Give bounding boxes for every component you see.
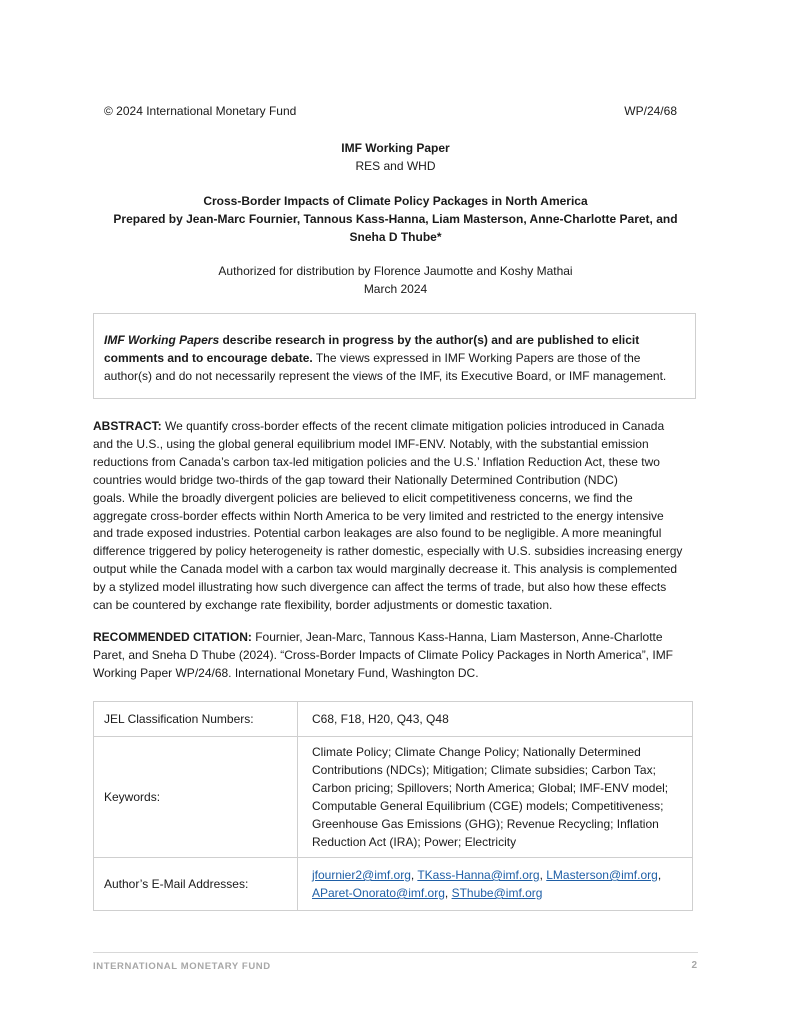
email-link-masterson[interactable]: LMasterson@imf.org [546, 868, 658, 882]
keywords-label: Keywords: [94, 737, 298, 858]
series-title: IMF Working Paper [341, 141, 450, 155]
disclaimer-line-3: author(s) and do not necessarily represent the views of the IMF, its Executive Board, or IMF management. [104, 369, 667, 383]
email-link-kass-hanna[interactable]: TKass-Hanna@imf.org [417, 868, 540, 882]
disclaimer-bold-1: describe research in progress by the author(s) and are published to elicit [219, 333, 640, 347]
table-row [94, 858, 693, 911]
disclaimer-series-name: IMF Working Papers [104, 333, 220, 347]
footer-organization: INTERNATIONAL MONETARY FUND [93, 961, 271, 972]
recommended-citation [93, 629, 699, 683]
publication-date: March 2024 [363, 282, 428, 296]
authors-line-2: Sneha D Thube* [349, 230, 442, 244]
emails-label: Author’s E-Mail Addresses: [94, 858, 298, 911]
disclaimer-text-2: The views expressed in IMF Working Papers are those of the [312, 351, 641, 365]
email-link-fournier[interactable]: jfournier2@imf.org [312, 868, 411, 882]
email-addresses: jfournier2@imf.org, TKass-Hanna@imf.org, LMasterson@imf.org, AParet-Onorato@imf.org, SThube@imf.org [298, 858, 693, 911]
abstract-line: ABSTRACT: We quantify cross-border effects of the recent climate mitigation policies introduced in Canada [93, 419, 665, 433]
header-line [104, 104, 677, 119]
abstract-line: difference triggered by policy heterogeneity is rather domestic, especially with U.S. subsidies increasing energy [93, 544, 683, 559]
authors-line-1: Prepared by Jean-Marc Fournier, Tannous Kass-Hanna, Liam Masterson, Anne-Charlotte Paret, and [113, 212, 678, 226]
abstract-line: can be countered by exchange rate flexibility, border adjustments or domestic taxation. [93, 598, 553, 613]
abstract-line: countries would bridge two-thirds of the gap toward their Nationally Determined Contribution (NDC) [93, 472, 618, 487]
jel-label: JEL Classification Numbers: [94, 702, 298, 737]
disclaimer-line-2 [104, 349, 685, 367]
authorized-by: Authorized for distribution by Florence Jaumotte and Koshy Mathai [218, 264, 573, 278]
disclaimer-bold-2: comments and to encourage debate. [104, 351, 313, 365]
abstract-line: aggregate cross-border effects within North America to be very limited and restricted to the energy intensive [93, 508, 664, 523]
jel-codes: C68, F18, H20, Q43, Q48 [298, 702, 693, 737]
disclaimer-line-1 [104, 331, 685, 349]
citation-line: RECOMMENDED CITATION: Fournier, Jean-Marc, Tannous Kass-Hanna, Liam Masterson, Anne-Charlotte [93, 630, 663, 644]
disclaimer-box [93, 313, 696, 399]
abstract-line: and trade exposed industries. Potential carbon leakages are also found to be negligible. A more meaningful [93, 526, 662, 541]
wp-number: WP/24/68 [624, 104, 677, 118]
abstract-line: goals. While the broadly divergent policies are believed to elicit competitiveness concerns, we find the [93, 490, 633, 505]
citation-line: Working Paper WP/24/68. International Monetary Fund, Washington DC. [93, 665, 479, 680]
abstract [93, 418, 699, 615]
metadata-table [93, 701, 693, 911]
table-row [94, 737, 693, 858]
abstract-line: by a stylized model illustrating how such divergence can affect the terms of trade, but also how these effects [93, 580, 667, 595]
email-link-thube[interactable]: SThube@imf.org [451, 886, 543, 900]
departments: RES and WHD [355, 159, 436, 173]
abstract-line: and the U.S., using the global general equilibrium model IMF-ENV. Notably, with the substantial emission [93, 436, 649, 451]
page-number: 2 [691, 960, 697, 971]
abstract-line: reductions from Canada’s carbon tax-led mitigation policies and the U.S.’ Inflation Reduction Act, these two [93, 454, 660, 469]
copyright-text: © 2024 International Monetary Fund [104, 104, 297, 118]
citation-label: RECOMMENDED CITATION: [93, 630, 252, 644]
abstract-label: ABSTRACT: [93, 419, 162, 433]
email-link-paret-onorato[interactable]: AParet-Onorato@imf.org [312, 886, 445, 900]
footer-divider [93, 952, 698, 953]
keywords-list: Climate Policy; Climate Change Policy; Nationally Determined Contributions (NDCs); Mitigation; Climate subsidies; Carbon Tax; Carbon pricing; Spillovers; North America; Global; IMF-ENV model; Computable General Equilibrium (CGE) models; Competitiveness; Greenhouse Gas Emissions (GHG); Revenue Recycling; Inflation Reduction Act (IRA); Power; Electricity [298, 737, 693, 858]
citation-line: Paret, and Sneha D Thube (2024). “Cross-Border Impacts of Climate Policy Packages in North America”, IMF [93, 647, 674, 662]
table-row [94, 702, 693, 737]
abstract-line: output while the Canada model with a carbon tax would marginally decrease it. This analysis is complemented [93, 562, 678, 577]
paper-title: Cross-Border Impacts of Climate Policy Packages in North America [203, 194, 588, 208]
